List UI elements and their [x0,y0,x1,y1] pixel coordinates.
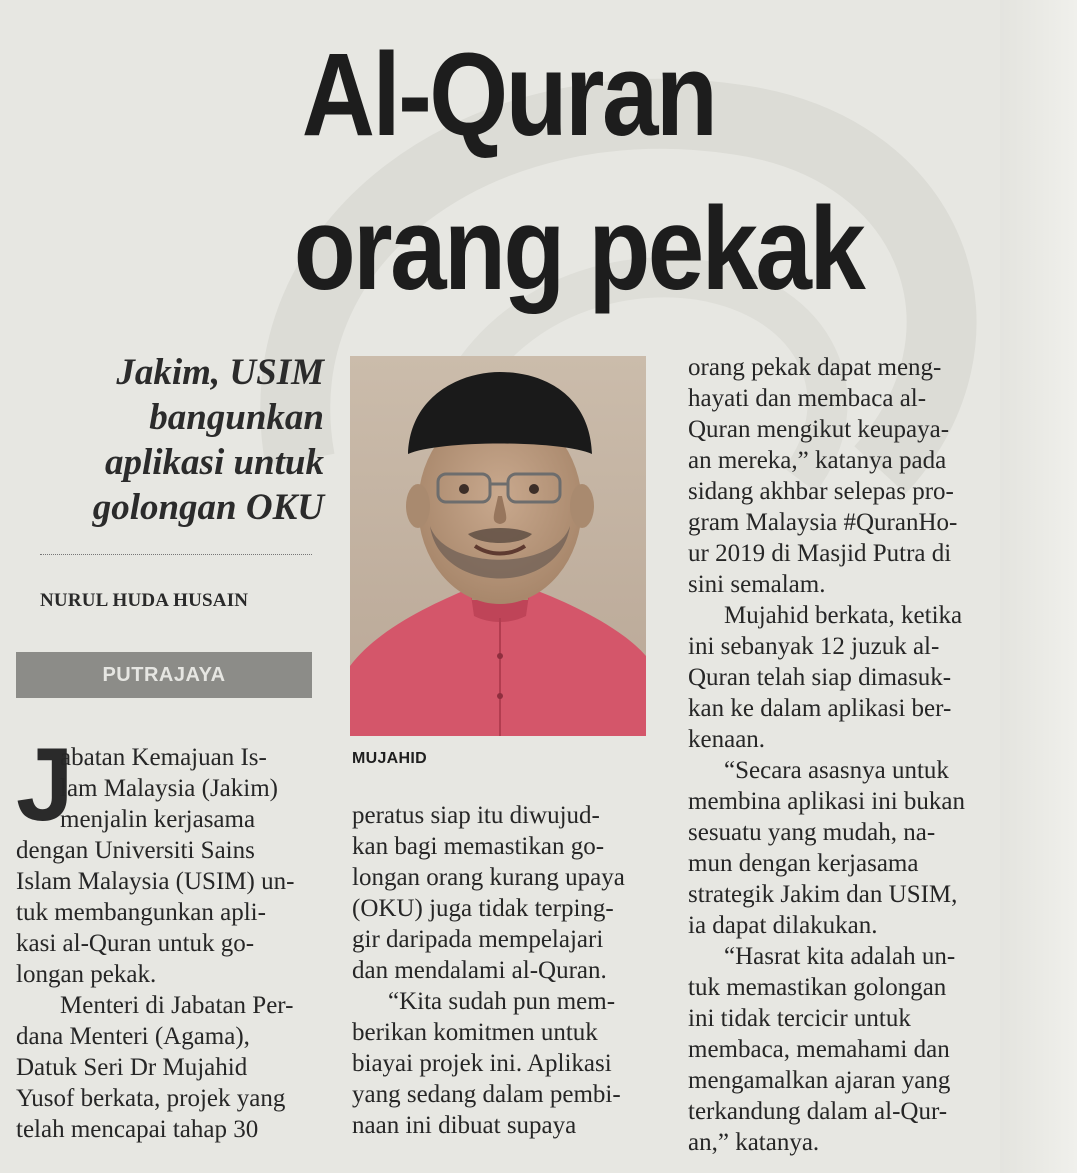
text-line: mengamalkan ajaran yang [688,1067,951,1094]
text-line: ini tidak tercicir untuk [688,1005,911,1032]
text-line: membina aplikasi ini bukan [688,788,966,815]
text-line: longan pekak. [16,961,157,988]
headline-line-1: Al-Quran [301,29,716,161]
text-line: ur 2019 di Masjid Putra di [688,540,952,567]
text-line: menjalin kerjasama [60,806,256,833]
text-line: tuk memastikan golongan [688,974,947,1001]
text-line: biayai projek ini. Aplikasi [352,1050,612,1077]
dotted-divider [40,554,312,555]
article-column-3 [688,352,988,1158]
text-line: strategik Jakim dan USIM, [688,881,958,908]
text-line: sini semalam. [688,571,826,598]
text-line: dan mendalami al-Quran. [352,957,607,984]
text-line: tuk membangunkan apli- [16,899,266,926]
text-line: orang pekak dapat meng- [688,354,942,381]
text-line: sidang akhbar selepas pro- [688,478,954,505]
text-line: ini sebanyak 12 juzuk al- [688,633,940,660]
portrait-illustration [350,356,646,736]
text-line: gram Malaysia #QuranHo- [688,509,958,536]
photo-caption: MUJAHID [352,750,427,767]
text-line: peratus siap itu diwujud- [352,802,600,829]
text-line: kasi al-Quran untuk go- [16,930,255,957]
subheadline [24,350,324,530]
text-line: Datuk Seri Dr Mujahid [16,1054,248,1081]
text-line: dana Menteri (Agama), [16,1023,250,1050]
text-line: “Kita sudah pun mem- [388,988,616,1015]
article-column-2 [352,800,648,1141]
text-line: Yusof berkata, projek yang [16,1085,286,1112]
subheadline-line: Jakim, USIM [116,352,324,393]
text-line: “Hasrat kita adalah un- [724,943,956,970]
text-line: sesuatu yang mudah, na- [688,819,936,846]
subheadline-line: bangunkan [149,397,324,438]
portrait-photo [350,356,646,736]
location-label: PUTRAJAYA [16,652,312,698]
text-line: yang sedang dalam pembi- [352,1081,621,1108]
headline-line-2: orang pekak [293,183,864,315]
text-line: ia dapat dilakukan. [688,912,878,939]
text-line: longan orang kurang upaya [352,864,625,891]
text-line: an mereka,” katanya pada [688,447,947,474]
text-line: berikan komitmen untuk [352,1019,598,1046]
article-column-1 [16,727,316,1145]
text-line: kan ke dalam aplikasi ber- [688,695,952,722]
text-line: lam Malaysia (Jakim) [60,775,278,802]
text-line: Mujahid berkata, ketika [724,602,963,629]
text-line: telah mencapai tahap 30 [16,1116,259,1143]
text-line: naan ini dibuat supaya [352,1112,577,1139]
text-line: terkandung dalam al-Qur- [688,1098,948,1125]
text-line: “Secara asasnya untuk [724,757,949,784]
text-line: abatan Kemajuan Is- [60,744,267,771]
byline: NURUL HUDA HUSAIN [40,590,249,611]
text-line: mun dengan kerjasama [688,850,919,877]
subheadline-line: golongan OKU [92,487,324,528]
text-line: gir daripada mempelajari [352,926,604,953]
page-margin [1000,0,1077,1173]
text-line: hayati dan membaca al- [688,385,927,412]
text-line: Quran mengikut keupaya- [688,416,950,443]
subheadline-line: aplikasi untuk [104,442,324,483]
text-line: kan bagi memastikan go- [352,833,605,860]
text-line: (OKU) juga tidak terping- [352,895,614,922]
text-line: kenaan. [688,726,766,753]
text-line: Menteri di Jabatan Per- [60,992,294,1019]
text-line: Islam Malaysia (USIM) un- [16,868,295,895]
text-line: Quran telah siap dimasuk- [688,664,952,691]
text-line: an,” katanya. [688,1129,820,1156]
drop-cap: J [16,727,74,843]
text-line: dengan Universiti Sains [16,837,255,864]
text-line: membaca, memahami dan [688,1036,950,1063]
